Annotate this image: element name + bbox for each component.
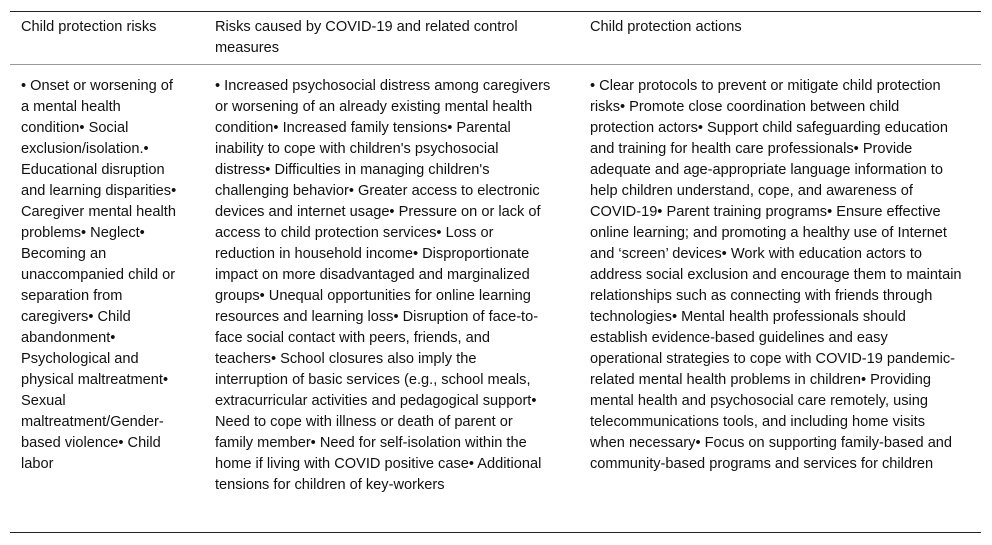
cell-child-protection-risks: • Onset or worsening of a mental health condition• Social exclusion/isolation.• Educational disruption and learning disparities• Caregiver mental health problems• Neglect• Becoming an unaccompanied child or separation from caregivers• Child abandonment• Psychological and physical maltreatment• Sexual maltreatment/Gender-based violence• Child labor bbox=[21, 78, 177, 472]
cell-covid-risks: • Increased psychosocial distress among caregivers or worsening of an already existing mental health condition• Increased family tensions• Parental inability to cope with children's psychosocial distress• Difficulties in managing children's challenging behavior• Greater access to electronic devices and internet usage• Pressure on or lack of access to child protection services• Loss or reduction in household income• Disproportionate impact on more disadvantaged and marginalized groups• Unequal opportunities for online learning resources and learning loss• Disruption of face-to-face social contact with peers, friends, and teachers• School closures also imply the interruption of basic services (e.g., school meals, extracurricular activities and pedagogical support• Need to cope with illness or death of parent or family member• Need for self-isolation within the home if living with COVID positive case• Additional tensions for children of key-workers bbox=[215, 78, 551, 493]
cell-child-protection-actions: • Clear protocols to prevent or mitigate child protection risks• Promote close coordination between child protection actors• Support child safeguarding education and training for health care professionals• Provide adequate and age-appropriate language information to help children understand, cope, and awareness of COVID-19• Parent training programs• Ensure effective online learning; and promoting a healthy use of Internet and ‘screen’ devices• Work with education actors to address social exclusion and encourage them to maintain relationships such as connecting with friends through technologies• Mental health professionals should establish evidence-based guidelines and easy operational strategies to cope with COVID-19 pandemic-related mental health problems in children• Providing mental health and psychosocial care remotely, using telecommunications tools, and including home visits when necessary• Focus on supporting family-based and community-based programs and services for children bbox=[590, 78, 962, 472]
table-row bbox=[10, 65, 981, 532]
header-child-protection-risks: Child protection risks bbox=[21, 19, 157, 35]
covid-child-protection-table bbox=[10, 11, 981, 533]
header-child-protection-actions: Child protection actions bbox=[590, 19, 742, 35]
table-header-row bbox=[10, 12, 981, 65]
header-covid-risks: Risks caused by COVID-19 and related control measures bbox=[215, 19, 518, 56]
